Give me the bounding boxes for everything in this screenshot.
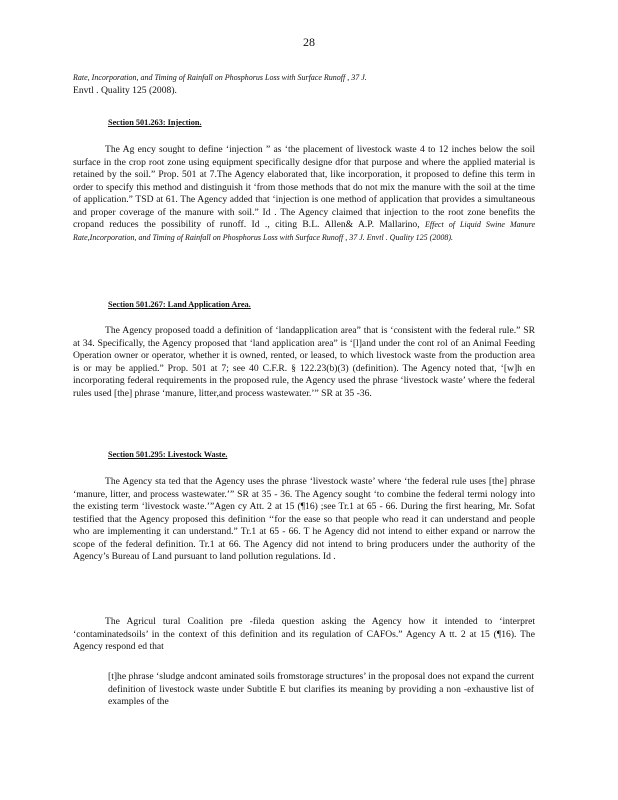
section-heading-land-application-area: Section 501.267: Land Application Area.: [108, 300, 251, 309]
livestock-waste-paragraph: The Agency sta ted that the Agency uses the phrase ‘livestock waste’ where ‘the federal rule uses [the] phrase ‘manure, litter, and process wastewater.’” SR at 35 - 36. The Agency sought ‘to combine the federal termi nology into the existing term ‘livestock waste.’”Agen cy Att. 2 at 15 (¶16) ;see Tr.1 at 65 - 66. During the first hearing, Mr. Sofat testified that the Agency proposed this definition ‘‘for the ease so that people who read it can understand and people who are implementing it can understand.” Tr.1 at 65 - 66. T he Agency did not intend to either expand or narrow the scope of the federal definition. Tr.1 at 66. The Agency did not intend to bring producers under the authority of the Agency’s Bureau of Land pursuant to land pollution regulations. Id .: [73, 476, 535, 562]
injection-paragraph-text: The Ag ency sought to define ‘injection ” as ‘the placement of livestock waste 4 to 12 inches below the soil surface in the crop root zone using equipment specifically designe dfor that purpose and where the applied material is retained by the soil.” Prop. 501 at 7.The Agency elaborated that, like incorporation, it proposed to define this term in order to specify this method and distinguish it ‘from those methods that do not mix the manure with the soil at the time of application.” TSD at 61. The Agency added that ‘injection is one method of application that provides a simultaneous and proper coverage of the manure with soil.” Id . The Agency claimed that injection to the root zone benefits the cropand reduces the possibility of runoff. Id ., citing B.L. Allen& A.P. Mallarino,: [73, 144, 535, 230]
injection-citation: Effect of Liquid Swine Manure Rate,Incorporation, and Timing of Rainfall on Phosphorus Loss with Surface Runoff , 37 J. Envtl . Quality 125 (2008).: [73, 220, 535, 242]
page-number: 28: [303, 35, 315, 49]
block-quote: [t]he phrase ‘sludge andcont aminated soils fromstorage structures’ in the proposal does not expand the current definition of livestock waste under Subtitle E but clarifies its meaning by providing a non -exhaustive list of examples of the: [108, 671, 534, 707]
top-citation-line1: Rate, Incorporation, and Timing of Rainfall on Phosphorus Loss with Surface Runoff , 37 J.: [73, 73, 367, 82]
section-heading-injection: Section 501.263: Injection.: [108, 118, 202, 127]
coalition-paragraph: The Agricul tural Coalition pre -fileda question asking the Agency how it intended to ‘interpret ‘contaminatedsoils’ in the context of this definition and its regulation of CAFOs.” Agency A tt. 2 at 15 (¶16). The Agency respond ed that: [73, 616, 535, 652]
injection-paragraph: [73, 144, 535, 244]
top-citation: [73, 72, 535, 97]
land-application-paragraph: The Agency proposed toadd a definition of ‘landapplication area” that is ‘consistent with the federal rule.” SR at 34. Specifically, the Agency proposed that ‘land application area” is ‘[l]and under the cont rol of an Animal Feeding Operation owner or operator, whether it is owned, rented, or leased, to which livestock waste from the production area is or may be applied.” Prop. 501 at 7; see 40 C.F.R. § 122.23(b)(3) (definition). The Agency noted that, ‘[w]h en incorporating federal requirements in the proposed rule, the Agency used the phrase ‘livestock waste’ where the federal rules used [the] phrase ‘manure, litter,and process wastewater.’” SR at 35 -36.: [73, 325, 535, 399]
top-citation-line2: Envtl . Quality 125 (2008).: [73, 84, 177, 96]
section-heading-livestock-waste: Section 501.295: Livestock Waste.: [108, 450, 228, 459]
